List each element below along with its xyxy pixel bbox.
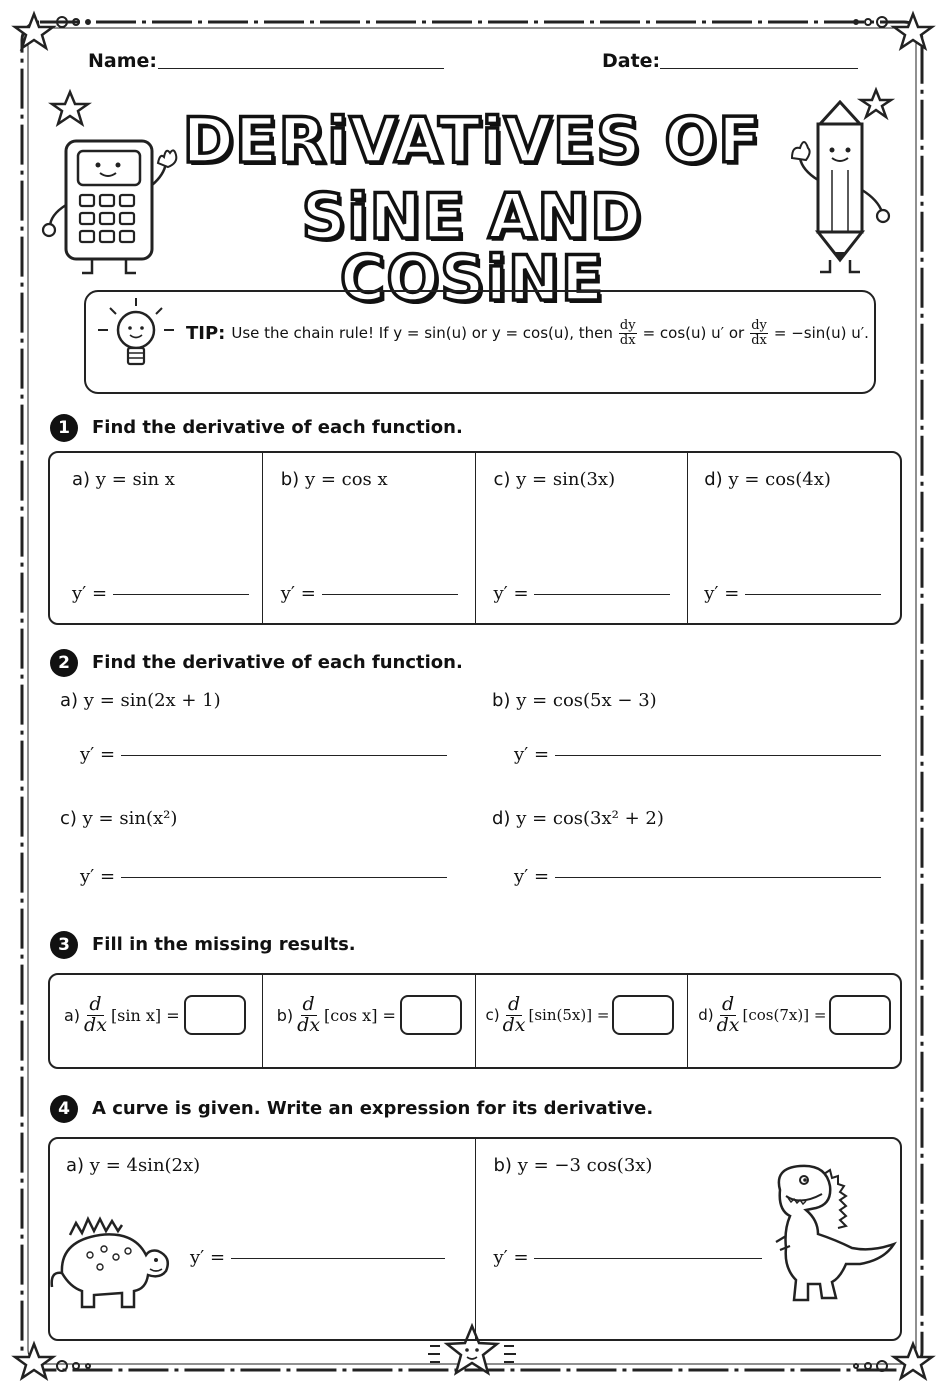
expression: [sin x] = (110, 1005, 180, 1025)
section3-grid (48, 973, 902, 1069)
dy-dx-fraction (619, 319, 637, 347)
dx-denominator-2: dx (751, 332, 767, 348)
pencil-mascot-icon (782, 100, 902, 280)
answer-box[interactable] (400, 995, 462, 1035)
item-label: b) (492, 690, 511, 711)
answer-blank[interactable] (555, 877, 881, 878)
function-expression: y = sin x (95, 469, 175, 490)
date-field[interactable] (660, 68, 858, 69)
answer-blank[interactable] (555, 755, 881, 756)
answer-box[interactable] (184, 995, 246, 1035)
stegosaurus-icon (50, 1215, 174, 1315)
section3-number-badge: 3 (50, 931, 78, 959)
section3-title: Fill in the missing results. (92, 934, 356, 955)
dx-denominator: dx (297, 1013, 321, 1036)
tip-text-start: Use the chain rule! If y = sin(u) or y = cos(u), then (231, 324, 613, 342)
dy-numerator: dy (619, 317, 636, 333)
section2-title: Find the derivative of each function. (92, 652, 463, 673)
function-expression: y = sin(3x) (516, 469, 616, 490)
section1-cell-a (50, 453, 263, 623)
item-label: c) (60, 808, 77, 829)
calculator-mascot-icon (40, 135, 180, 285)
answer-prompt: y′ = (514, 866, 550, 887)
expression: [cos(7x)] = (742, 1006, 827, 1025)
answer-blank[interactable] (121, 877, 447, 878)
date-label: Date: (602, 50, 661, 72)
section3-cell-a (50, 975, 263, 1067)
function-expression: y = cos(5x − 3) (516, 690, 657, 711)
section4-title: A curve is given. Write an expression for its derivative. (92, 1098, 654, 1119)
answer-box[interactable] (829, 995, 891, 1035)
section1-cell-b (263, 453, 476, 623)
name-label: Name: (88, 50, 158, 72)
section4-number-badge: 4 (50, 1095, 78, 1123)
section1-number-badge: 1 (50, 414, 78, 442)
page-title-line1: DERiVATiVES OF (182, 104, 762, 177)
derivative-operator (297, 995, 320, 1036)
function-expression: y = sin(2x + 1) (83, 690, 221, 711)
answer-prompt: y′ = (190, 1247, 226, 1268)
tip-label: TIP: (186, 322, 226, 344)
item-label: a) (66, 1155, 85, 1176)
item-label: a) (60, 690, 79, 711)
item-label: d) (492, 808, 511, 829)
item-label: b) (276, 1005, 294, 1025)
function-expression: y = cos(3x² + 2) (516, 808, 664, 829)
item-label: a) (72, 469, 91, 490)
section2-item-d (492, 808, 664, 829)
section1-cell-c (476, 453, 689, 623)
answer-prompt: y′ = (80, 866, 116, 887)
page-title-line2: SiNE AND COSiNE (301, 180, 643, 315)
function-expression: y = −3 cos(3x) (517, 1155, 653, 1176)
dy-numerator-2: dy (751, 317, 767, 333)
t-rex-icon (760, 1160, 900, 1310)
answer-prompt: y′ = (514, 744, 550, 765)
function-expression: y = cos(4x) (728, 469, 831, 490)
section2-item-a (60, 690, 221, 711)
function-expression: y = cos x (304, 469, 388, 490)
expression: [sin(5x)] = (528, 1006, 610, 1025)
item-label: c) (485, 1006, 500, 1025)
function-expression: y = sin(x²) (82, 808, 178, 829)
section2-number-badge: 2 (50, 649, 78, 677)
dx-denominator: dx (716, 1013, 740, 1036)
tip-text-mid: = cos(u) u′ or (642, 324, 745, 342)
section2-item-b (492, 690, 657, 711)
section1-title: Find the derivative of each function. (92, 417, 463, 438)
item-label: d) (704, 469, 723, 490)
lightbulb-icon (96, 296, 176, 384)
item-label: c) (493, 469, 511, 490)
answer-blank[interactable] (745, 594, 881, 595)
d-numerator: d (721, 993, 735, 1015)
answer-prompt: y′ = (704, 583, 740, 604)
derivative-operator (503, 995, 526, 1036)
section3-cell-c (476, 975, 689, 1067)
item-label: b) (280, 469, 300, 490)
answer-prompt: y′ = (280, 583, 316, 604)
answer-blank[interactable] (113, 594, 249, 595)
section2-item-c (60, 808, 177, 829)
answer-prompt: y′ = (72, 583, 108, 604)
d-numerator: d (302, 993, 315, 1015)
name-field[interactable] (158, 68, 444, 69)
d-numerator: d (89, 993, 102, 1015)
section3-cell-b (263, 975, 476, 1067)
answer-box[interactable] (612, 995, 674, 1035)
item-label: d) (698, 1006, 714, 1025)
derivative-operator (717, 995, 740, 1036)
expression: [cos x] = (324, 1005, 396, 1025)
dx-denominator: dx (502, 1013, 526, 1036)
dx-denominator: dx (619, 332, 636, 348)
tip-text-end: = −sin(u) u′. (773, 324, 869, 342)
section1-cell-d (688, 453, 900, 623)
answer-prompt: y′ = (80, 744, 116, 765)
answer-blank[interactable] (322, 594, 458, 595)
tip-text (186, 312, 869, 354)
d-numerator: d (507, 993, 521, 1015)
item-label: a) (64, 1005, 81, 1025)
answer-blank[interactable] (534, 1258, 762, 1259)
answer-blank[interactable] (231, 1258, 445, 1259)
answer-blank[interactable] (121, 755, 447, 756)
answer-prompt: y′ = (493, 1247, 529, 1268)
function-expression: y = 4sin(2x) (89, 1155, 201, 1176)
item-label: b) (493, 1155, 512, 1176)
dx-denominator: dx (84, 1013, 107, 1036)
dy-dx-fraction-2 (750, 319, 768, 347)
section3-cell-d (688, 975, 900, 1067)
answer-blank[interactable] (534, 594, 670, 595)
section1-grid (48, 451, 902, 625)
answer-prompt: y′ = (493, 583, 529, 604)
derivative-operator (84, 995, 107, 1036)
